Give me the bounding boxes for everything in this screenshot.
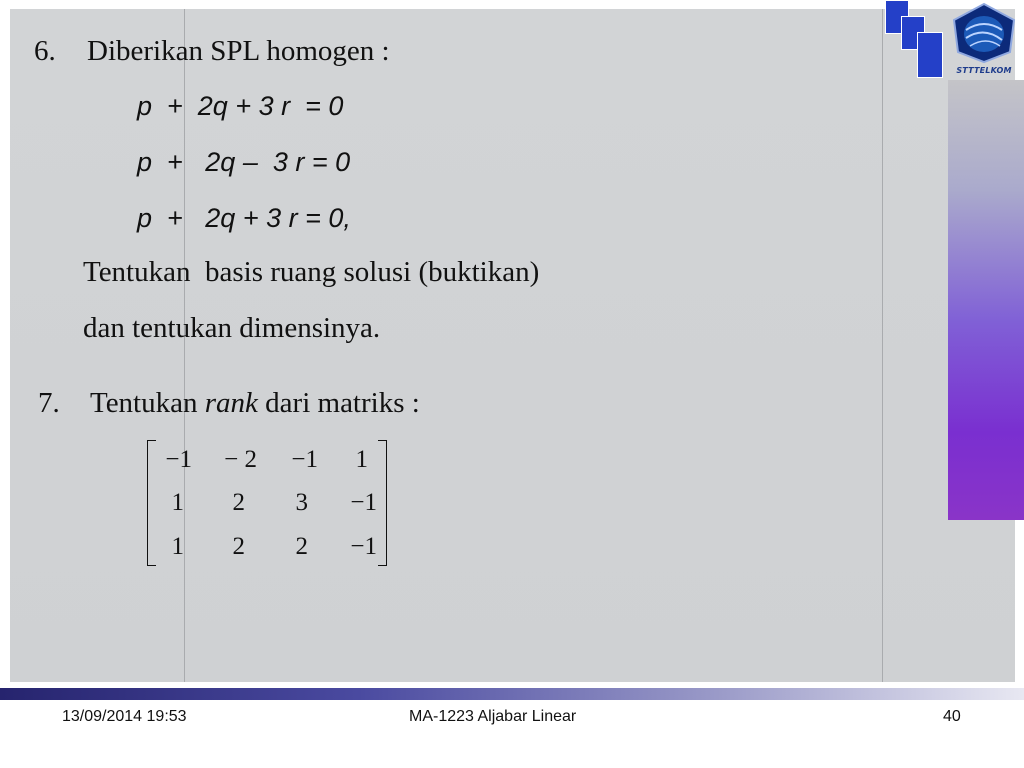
matrix-cell: 1	[171, 489, 184, 516]
decor-square	[917, 32, 943, 78]
matrix-cell: 2	[295, 533, 308, 560]
matrix-cell: −1	[291, 446, 318, 473]
matrix-cell: −1	[350, 489, 377, 516]
globe-icon	[944, 0, 1024, 66]
sttelkom-logo	[944, 0, 1024, 80]
matrix-right-bracket	[378, 440, 387, 566]
item-7-number: 7.	[38, 387, 60, 419]
vertical-guide-line-right	[882, 9, 883, 682]
item-6-text: Diberikan SPL homogen :	[87, 35, 390, 67]
item-6-number: 6.	[34, 35, 56, 67]
footer-date: 13/09/2014 19:53	[62, 708, 187, 725]
equation-1: p + 2q + 3 r = 0	[137, 91, 344, 121]
footer-page-number: 40	[943, 708, 961, 725]
matrix-cell: 1	[171, 533, 184, 560]
footer-course: MA-1223 Aljabar Linear	[409, 708, 577, 725]
matrix-cell: 2	[232, 489, 245, 516]
matrix-cell: − 2	[224, 446, 257, 473]
decorative-gradient-bar	[948, 80, 1024, 520]
matrix-cell: −1	[350, 533, 377, 560]
matrix	[147, 440, 387, 566]
item-7-text-emph: rank	[204, 387, 258, 419]
matrix-cell: −1	[165, 446, 192, 473]
logo-text: STTTELKOM	[956, 66, 1012, 75]
equation-2: p + 2q – 3 r = 0	[137, 147, 351, 177]
matrix-cell: 3	[295, 489, 308, 516]
footer-divider-bar	[0, 688, 1024, 700]
equation-3: p + 2q + 3 r = 0,	[137, 203, 351, 233]
item-7-text-before: Tentukan	[90, 387, 205, 419]
instruction-line-2: dan tentukan dimensinya.	[83, 312, 381, 344]
matrix-cell: 2	[232, 533, 245, 560]
matrix-cell: 1	[355, 446, 368, 473]
instruction-line-1: Tentukan basis ruang solusi (buktikan)	[83, 256, 540, 288]
item-7-text-after: dari matriks :	[257, 387, 420, 419]
item-7-text	[90, 389, 420, 418]
